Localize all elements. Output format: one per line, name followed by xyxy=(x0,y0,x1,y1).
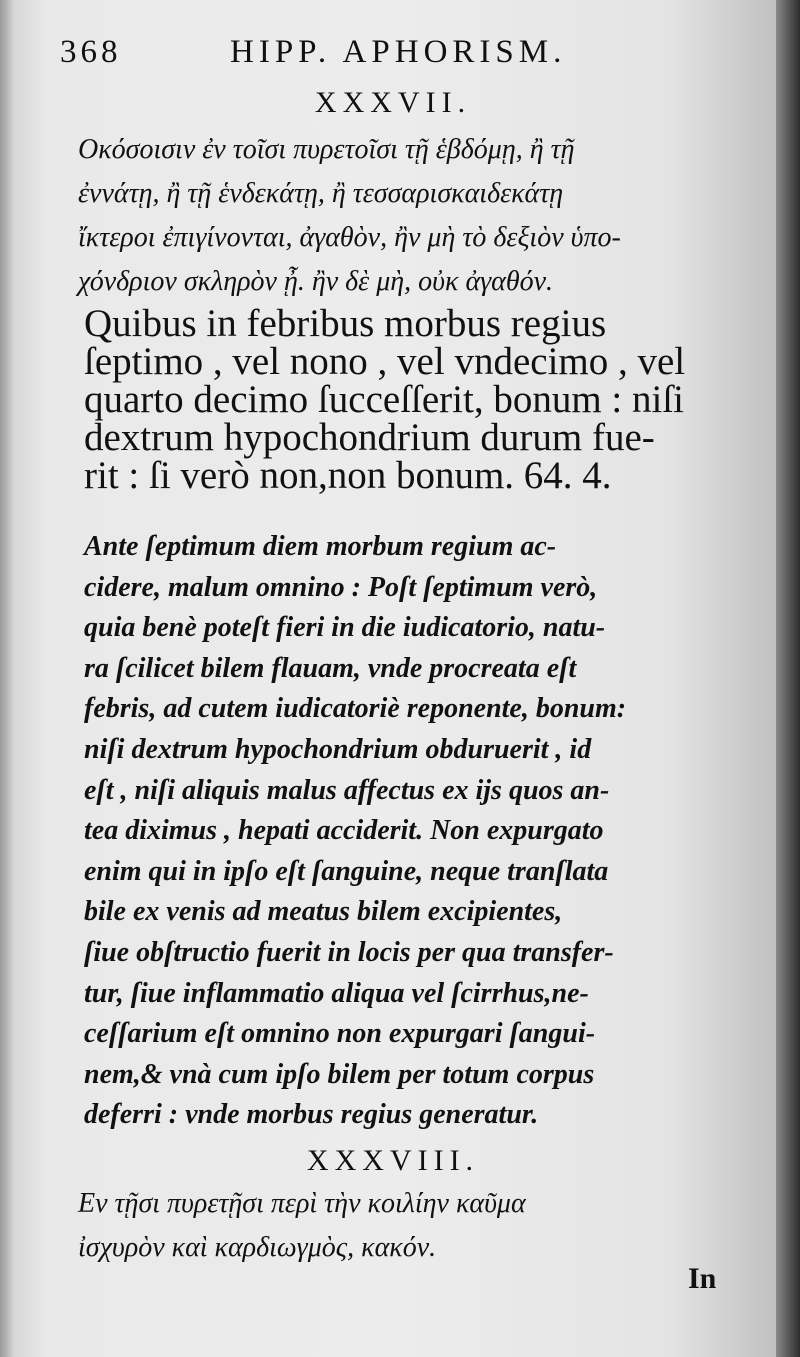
commentary-line: nem,& vnà cum ipſo bilem per totum corpus xyxy=(84,1058,595,1090)
latin-line: ſeptimo , vel nono , vel vndecimo , vel xyxy=(84,340,686,383)
greek-line: Εν τῇσι πυρετῇσι περὶ τὴν κοιλίην καῦμα xyxy=(78,1188,526,1219)
commentary-line: enim qui in ipſo eſt ſanguine, neque tranſlata xyxy=(84,855,609,887)
running-title: HIPP. APHORISM. xyxy=(230,34,567,70)
greek-aphorism-37 xyxy=(78,128,728,304)
latin-line: dextrum hypochondrium durum fue- xyxy=(84,416,655,459)
commentary-line: Ante ſeptimum diem morbum regium ac- xyxy=(84,531,557,562)
page-number: 368 xyxy=(60,34,122,70)
commentary-line: quia benè poteſt fieri in die iudicatorio, natu- xyxy=(84,612,606,644)
commentary-line: tea diximus , hepati acciderit. Non expurgato xyxy=(84,815,604,847)
latin-aphorism-37 xyxy=(84,302,720,497)
greek-line: ἰσχυρὸν καὶ καρδιωγμὸς, κακόν. xyxy=(78,1232,437,1263)
commentary-line: bile ex venis ad meatus bilem excipientes, xyxy=(84,896,563,928)
commentary-line: ſiue obſtructio fuerit in locis per qua transfer- xyxy=(84,936,614,968)
page-header xyxy=(60,34,680,78)
commentary-line: ceſſarium eſt omnino non expurgari ſangui- xyxy=(84,1018,596,1050)
commentary-line: niſi dextrum hypochondrium obduruerit , id xyxy=(84,733,592,765)
aphorism-numeral-37: XXXVII. xyxy=(314,86,472,119)
commentary-line: eſt , niſi aliquis malus affectus ex ijs quos an- xyxy=(84,774,610,806)
greek-line: χόνδριον σκληρὸν ᾖ. ἢν δὲ μὴ, οὐκ ἀγαθόν. xyxy=(78,266,554,297)
greek-line: ἐννάτῃ, ἢ τῇ ἑνδεκάτῃ, ἢ τεσσαρισκαιδεκάτῃ xyxy=(78,178,564,209)
latin-line: quarto decimo ſucceſſerit, bonum : niſi xyxy=(84,378,685,421)
greek-line: Οκόσοισιν ἐν τοῖσι πυρετοῖσι τῇ ἑβδόμῃ, ἢ τῇ xyxy=(78,134,575,165)
latin-line: rit : ſi verò non,non bonum. 64. 4. xyxy=(84,454,612,497)
commentary-line: febris, ad cutem iudicatoriè reponente, bonum: xyxy=(84,693,627,725)
commentary-line: deferri : vnde morbus regius generatur. xyxy=(84,1099,539,1131)
page-edge-shadow xyxy=(776,0,800,1357)
commentary-37 xyxy=(84,527,716,1136)
greek-line: ἴκτεροι ἐπιγίνονται, ἀγαθὸν, ἢν μὴ τὸ δεξιὸν ὑπο- xyxy=(78,222,621,253)
commentary-line: ra ſcilicet bilem flauam, vnde procreata eſt xyxy=(84,652,577,684)
commentary-line: tur, ſiue inflammatio aliqua vel ſcirrhus,ne- xyxy=(84,977,589,1009)
latin-line: Quibus in febribus morbus regius xyxy=(84,302,607,345)
commentary-line: cidere, malum omnino : Poſt ſeptimum verò, xyxy=(84,571,598,603)
greek-aphorism-38 xyxy=(78,1182,728,1270)
catchword: In xyxy=(688,1262,717,1295)
aphorism-numeral-38: XXXVIII. xyxy=(306,1144,480,1177)
